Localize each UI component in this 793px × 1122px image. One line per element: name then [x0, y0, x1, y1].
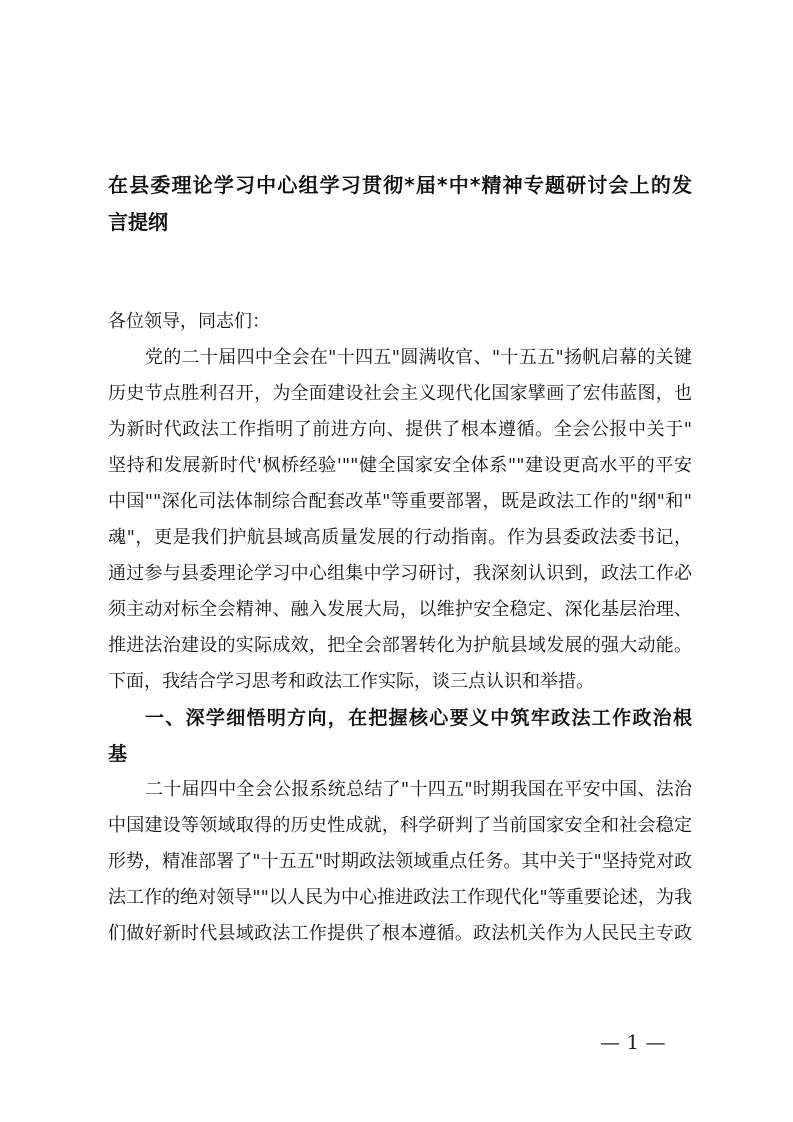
- text-line: 推进法治建设的实际成效，把全会部署转化为护航县域发展的强大动能。: [108, 635, 692, 656]
- page-number: — 1 —: [600, 1030, 666, 1054]
- intro-paragraph: [108, 344, 692, 704]
- document-body: [108, 308, 692, 956]
- text-line: 形势，精准部署了"十五五"时期政法领域重点任务。其中关于"坚持党对政: [108, 851, 692, 872]
- greeting: 各位领导，同志们：: [108, 311, 270, 332]
- document-title: [108, 170, 692, 244]
- text-line: 法工作的绝对领导""以人民为中心推进政法工作现代化"等重要论述，为我: [108, 887, 692, 908]
- text-line: 下面，我结合学习思考和政法工作实际，谈三点认识和举措。: [108, 671, 594, 692]
- text-line: 党的二十届四中全会在"十四五"圆满收官、"十五五"扬帆启幕的关键: [145, 347, 692, 368]
- title-line: 言提纲: [108, 210, 168, 234]
- section-heading: [108, 704, 692, 776]
- text-line: 中国建设等领域取得的历史性成就，科学研判了当前国家安全和社会稳定: [108, 815, 692, 836]
- title-line: 在县委理论学习中心组学习贯彻*届*中*精神专题研讨会上的发: [108, 173, 692, 197]
- text-line: 历史节点胜利召开，为全面建设社会主义现代化国家擘画了宏伟蓝图，也: [108, 383, 692, 404]
- text-line: 坚持和发展新时代'枫桥经验'""健全国家安全体系""建设更高水平的平安: [108, 455, 692, 476]
- text-line: 须主动对标全会精神、融入发展大局，以维护安全稳定、深化基层治理、: [108, 599, 692, 620]
- heading-line: 基: [108, 743, 128, 765]
- section-paragraph: [108, 776, 692, 956]
- text-line: 中国""深化司法体制综合配套改革"等重要部署，既是政法工作的"纲"和": [108, 491, 692, 512]
- text-line: 们做好新时代县域政法工作提供了根本遵循。政法机关作为人民民主专政: [108, 923, 692, 944]
- text-line: 二十届四中全会公报系统总结了"十四五"时期我国在平安中国、法治: [145, 779, 692, 800]
- heading-line: 一、深学细悟明方向，在把握核心要义中筑牢政法工作政治根: [145, 707, 692, 729]
- text-line: 为新时代政法工作指明了前进方向、提供了根本遵循。全会公报中关于": [108, 419, 692, 440]
- text-line: 通过参与县委理论学习中心组集中学习研讨，我深刻认识到，政法工作必: [108, 563, 692, 584]
- text-line: 魂"，更是我们护航县域高质量发展的行动指南。作为县委政法委书记，: [108, 527, 692, 548]
